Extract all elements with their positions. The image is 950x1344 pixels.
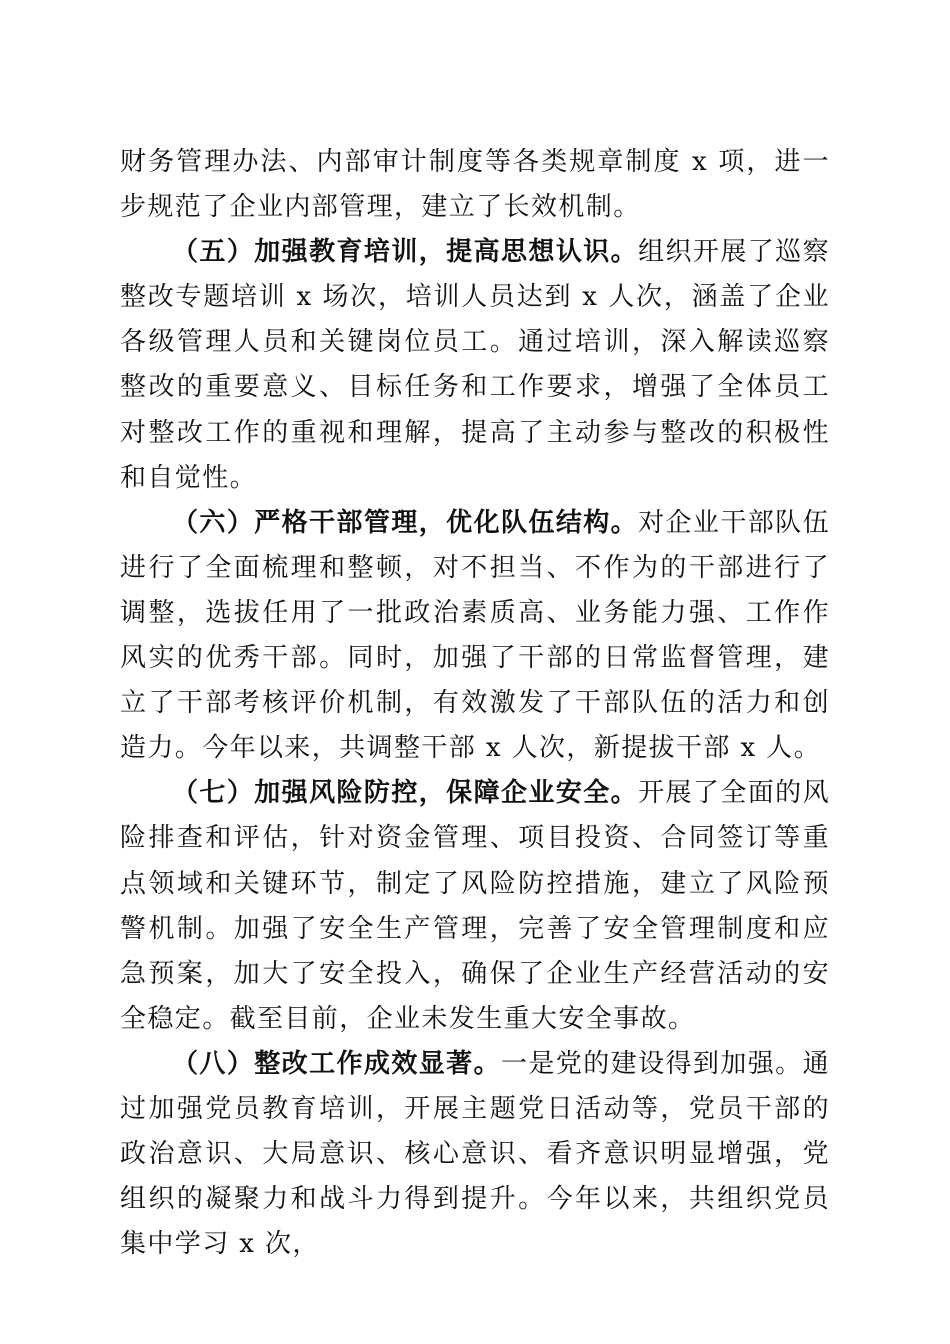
- paragraph-continuation: [120, 140, 830, 230]
- section-heading: （五）加强教育培训，提高思想认识。: [172, 237, 639, 268]
- paragraph-section-7: [120, 771, 830, 1042]
- section-heading: （八）整改工作成效显著。: [172, 1048, 501, 1079]
- document-body: [120, 140, 830, 1267]
- paragraph-body: 对企业干部队伍进行了全面梳理和整顿，对不担当、不作为的干部进行了调整，选拔任用了一批政治素质高、业务能力强、工作作风实的优秀干部。同时，加强了干部的日常监督管理，建立了干部考核评价机制，有效激发了干部队伍的活力和创造力。今年以来，共调整干部 x 人次，新提拔干部 x 人。: [120, 507, 830, 764]
- paragraph-body: 财务管理办法、内部审计制度等各类规章制度 x 项，进一步规范了企业内部管理，建立了长效机制。: [120, 147, 830, 223]
- paragraph-body: 开展了全面的风险排查和评估，针对资金管理、项目投资、合同签订等重点领域和关键环节，制定了风险防控措施，建立了风险预警机制。加强了安全生产管理，完善了安全管理制度和应急预案，加大了安全投入，确保了企业生产经营活动的安全稳定。截至目前，企业未发生重大安全事故。: [120, 778, 830, 1034]
- paragraph-section-6: [120, 501, 830, 772]
- paragraph-section-8: [120, 1042, 830, 1267]
- paragraph-body: 一是党的建设得到加强。通过加强党员教育培训，开展主题党日活动等，党员干部的政治意识、大局意识、核心意识、看齐意识明显增强，党组织的凝聚力和战斗力得到提升。今年以来，共组织党员集中学习 x 次，: [120, 1048, 830, 1260]
- paragraph-section-5: [120, 230, 830, 501]
- paragraph-body: 组织开展了巡察整改专题培训 x 场次，培训人员达到 x 人次，涵盖了企业各级管理人员和关键岗位员工。通过培训，深入解读巡察整改的重要意义、目标任务和工作要求，增强了全体员工对整改工作的重视和理解，提高了主动参与整改的积极性和自觉性。: [120, 237, 830, 493]
- section-heading: （六）严格干部管理，优化队伍结构。: [172, 507, 639, 538]
- section-heading: （七）加强风险防控，保障企业安全。: [172, 778, 639, 809]
